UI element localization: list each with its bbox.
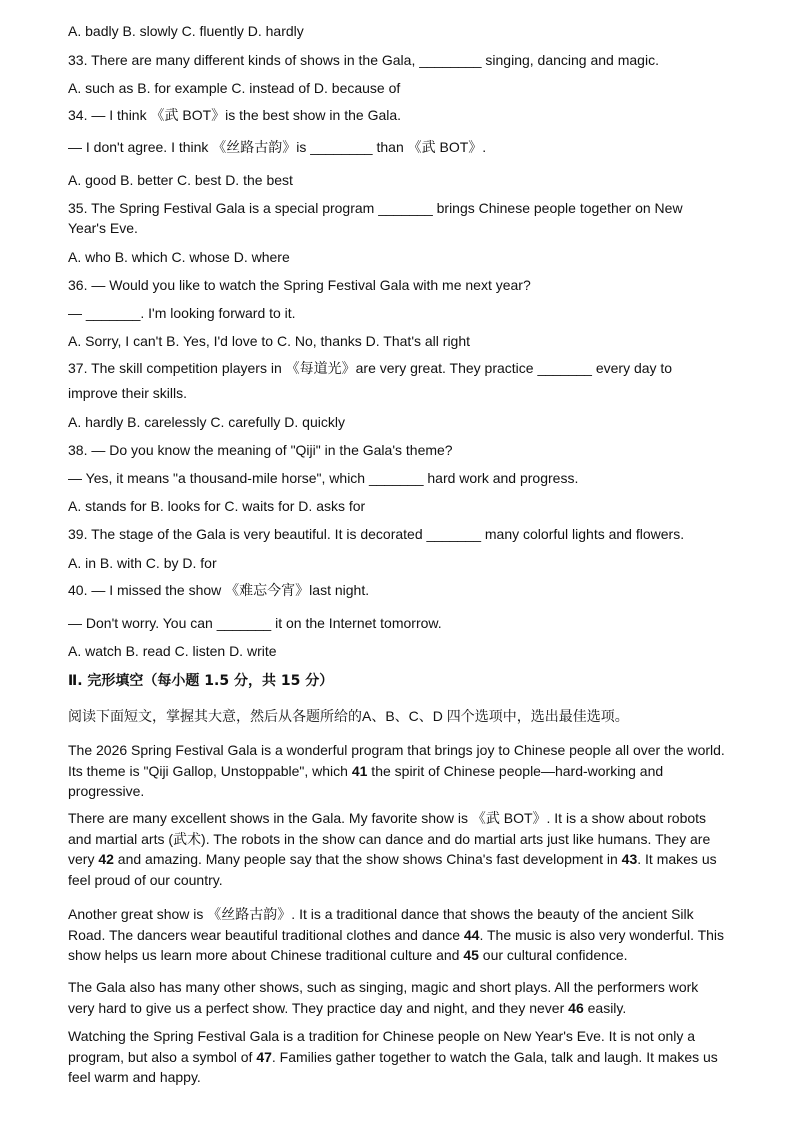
text-line: 36. — Would you like to watch the Spring Festival Gala with me next year? [68,277,531,293]
passage-paragraph [68,1026,728,1088]
blank-number: 41 [351,762,368,779]
passage-text: . It makes us feel proud of our country. [68,851,717,888]
text-line: 33. There are many different kinds of shows in the Gala, ________ singing, dancing and magic. [68,52,659,68]
passage-text: Watching the Spring Festival Gala is a tradition for Chinese people on New Year's Eve. It is not only a program, but also a symbol of [68,1028,696,1065]
passage-text: The 2026 Spring Festival Gala is a wonderful program that brings joy to Chinese people all over the world. Its theme is "Qiji Gallop, Unstoppable", which [68,742,725,779]
blank-number: 47 [256,1048,272,1065]
passage-text: There are many excellent shows in the Gala. My favorite show is 《武 BOT》. It is a show about robots and martial arts (武术). The robots in the show can dance and do martial arts just like humans. They are very [68,810,711,867]
passage-text: and amazing. Many people say that the show shows China's fast development in [113,851,622,867]
text-line: — I don't agree. I think 《丝路古韵》is ________ than 《武 BOT》. [68,139,487,155]
text-line: Year's Eve. [68,220,138,236]
text-line: 34. — I think 《武 BOT》is the best show in the Gala. [68,107,402,123]
text-line: 40. — I missed the show 《难忘今宵》last night. [68,582,370,598]
text-line: — Yes, it means "a thousand-mile horse", which _______ hard work and progress. [68,470,579,486]
blank-number: 44 [463,926,480,943]
passage-text: our cultural confidence. [478,947,628,963]
text-line: A. good B. better C. best D. the best [68,172,293,188]
text-line: A. stands for B. looks for C. waits for D. asks for [68,498,366,514]
passage-text: The Gala also has many other shows, such as singing, magic and short plays. All the performers work very hard to give us a perfect show. They practice day and night, and they never [68,979,699,1016]
passage-text: easily. [583,999,627,1016]
text-line: 39. The stage of the Gala is very beautiful. It is decorated _______ many colorful lights and flowers. [68,526,685,542]
text-line: 37. The skill competition players in 《每道光》are very great. They practice _______ every day to [68,360,673,376]
text-line: A. badly B. slowly C. fluently D. hardly [68,23,304,39]
blank-number: 45 [463,947,479,963]
text-line: 35. The Spring Festival Gala is a special program _______ brings Chinese people together on New [68,200,683,216]
instructions: 阅读下面短文，掌握其大意，然后从各题所给的A、B、C、D 四个选项中，选出最佳选项。 [68,708,629,724]
text-line: A. such as B. for example C. instead of D. because of [68,80,401,96]
blank-number: 43 [621,851,638,867]
text-line: A. watch B. read C. listen D. write [68,643,277,659]
passage-text: . The music is also very wonderful. This show helps us learn more about Chinese traditional culture and [68,926,725,963]
text-line: A. Sorry, I can't B. Yes, I'd love to C. No, thanks D. That's all right [68,333,471,349]
blank-number: 46 [568,999,584,1016]
text-line: A. in B. with C. by D. for [68,555,217,571]
text-line: — Don't worry. You can _______ it on the Internet tomorrow. [68,615,442,631]
passage-text: the spirit of Chinese people—hard-working and progressive. [68,762,664,799]
passage-paragraph [68,977,728,1018]
text-line: — _______. I'm looking forward to it. [68,305,296,321]
text-line: improve their skills. [68,385,188,401]
passage-paragraph [68,808,728,890]
text-line: A. hardly B. carelessly C. carefully D. quickly [68,414,345,430]
blank-number: 42 [98,851,114,867]
passage-text: . Families gather together to watch the Gala, talk and laugh. It makes us feel warm and happy. [68,1048,718,1085]
section-heading: Ⅱ. 完形填空（每小题 1.5 分，共 15 分） [68,673,334,689]
text-line: A. who B. which C. whose D. where [68,249,290,265]
passage-text: Another great show is 《丝路古韵》. It is a traditional dance that shows the beauty of the ancient Silk Road. The dancers wear beautiful traditional clothes and dance [68,906,694,943]
passage-paragraph [68,904,728,966]
passage-paragraph [68,740,728,802]
text-line: 38. — Do you know the meaning of "Qiji" in the Gala's theme? [68,442,453,458]
